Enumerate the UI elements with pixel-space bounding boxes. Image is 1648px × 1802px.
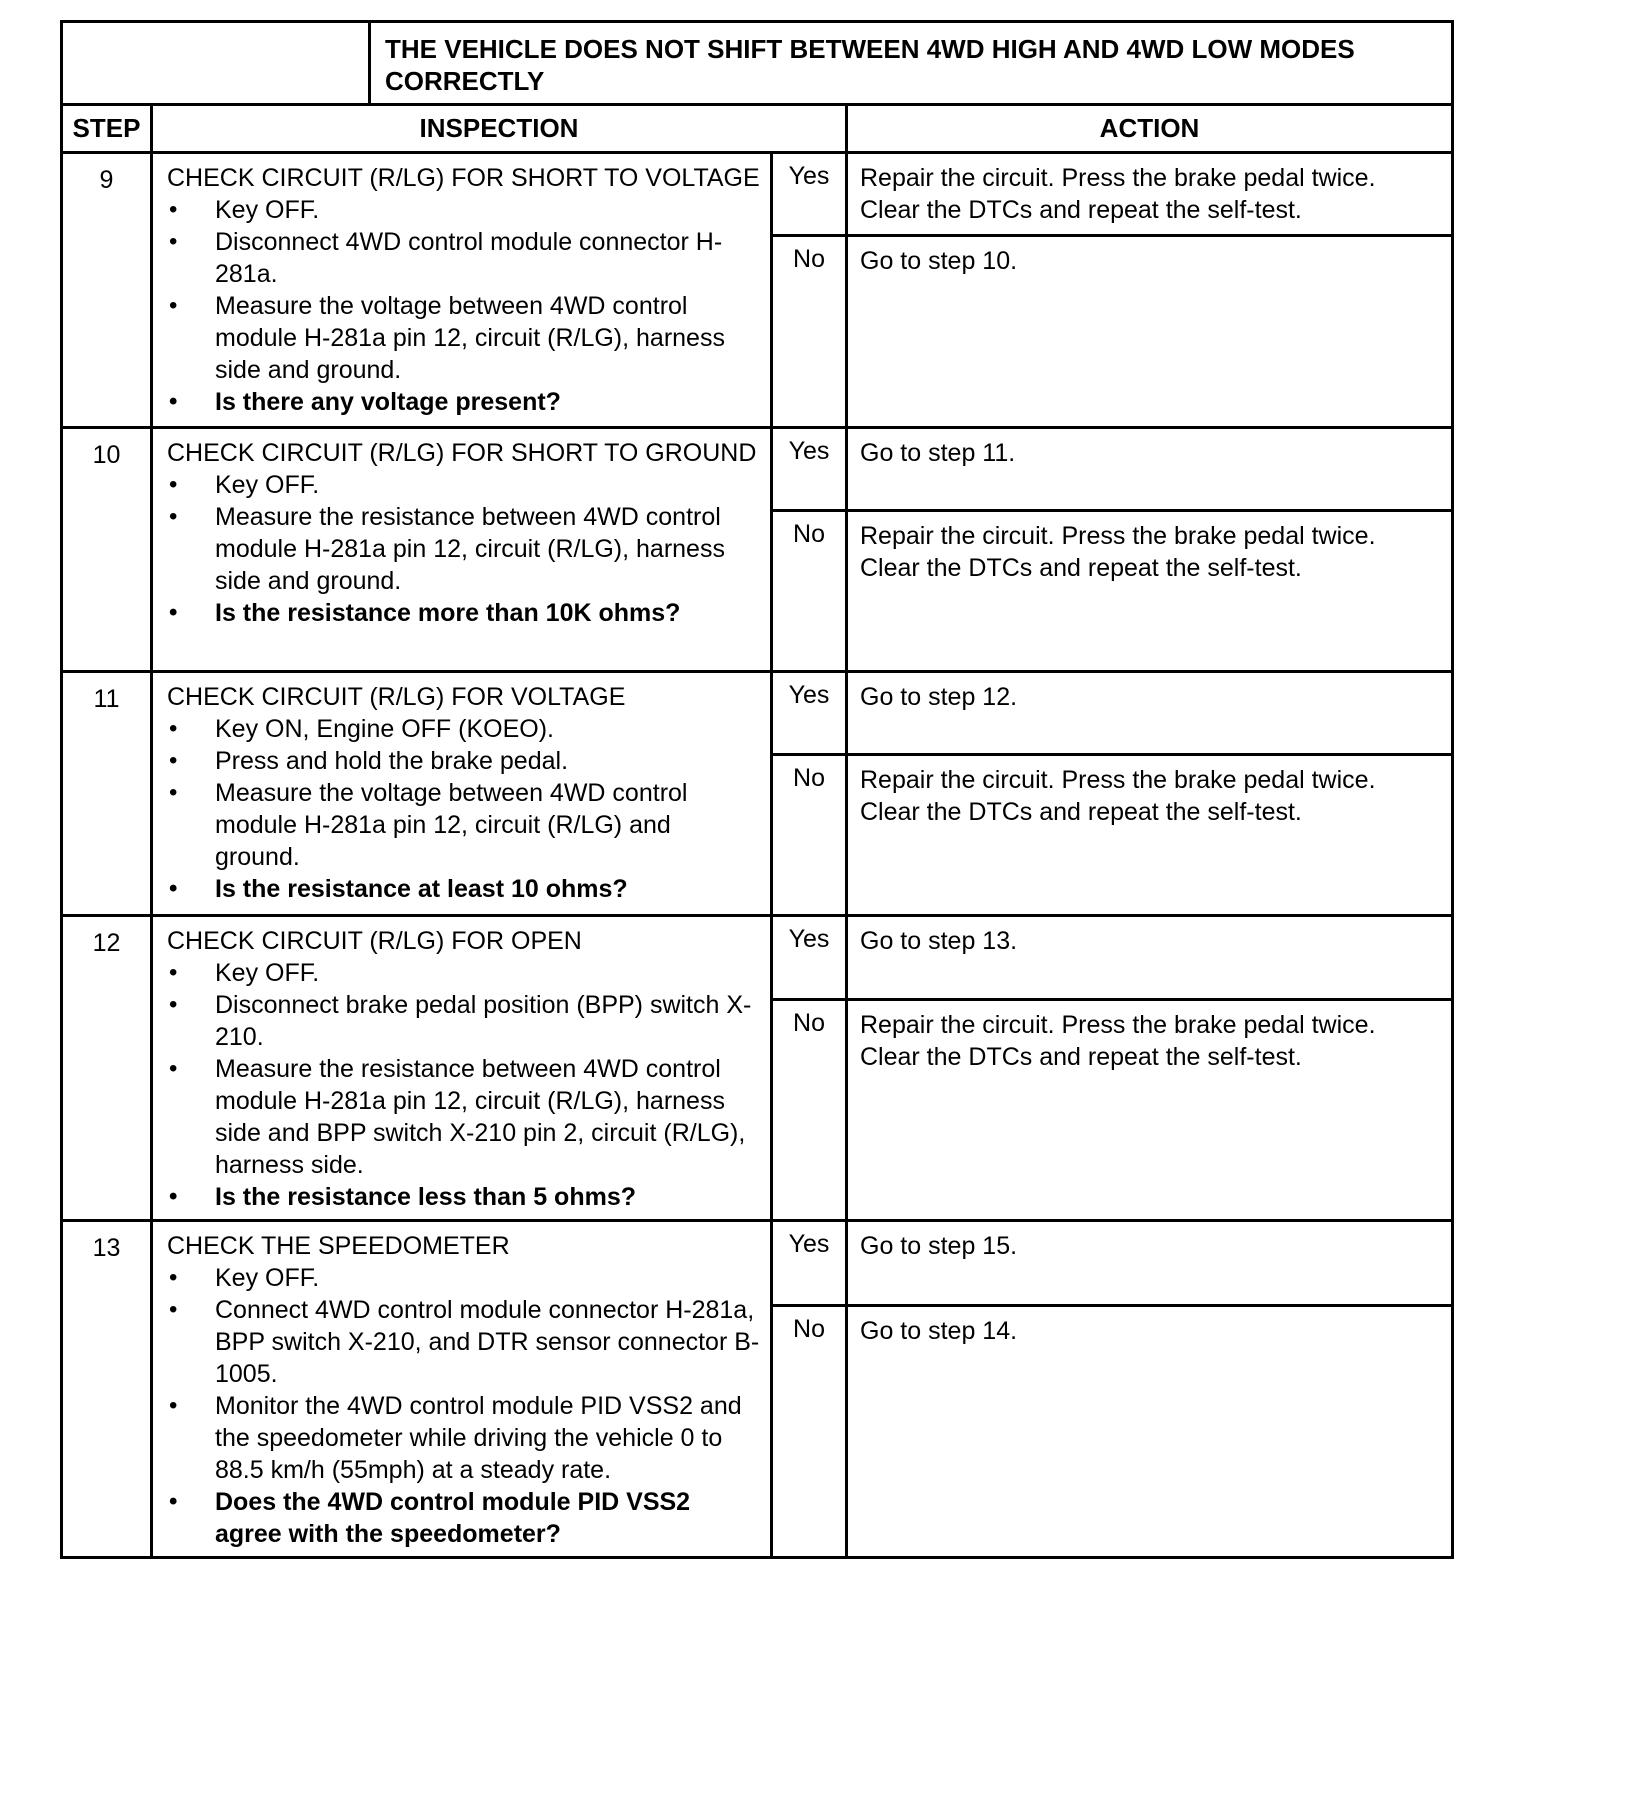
inspection-bullet xyxy=(167,957,760,989)
inspection-bullet xyxy=(167,713,760,745)
header-action: ACTION xyxy=(847,105,1453,153)
bullet-icon: • xyxy=(169,471,178,498)
step-number: 12 xyxy=(62,916,152,1221)
no-action: Repair the circuit. Press the brake pedal twice. Clear the DTCs and repeat the self-test. xyxy=(847,755,1453,916)
step-number: 10 xyxy=(62,428,152,672)
question-text: Is there any voltage present? xyxy=(215,388,561,416)
bullet-icon: • xyxy=(169,875,178,902)
bullet-icon: • xyxy=(169,503,178,530)
bullet-text: Measure the resistance between 4WD control module H-281a pin 12, circuit (R/LG), harness side and ground. xyxy=(215,503,725,595)
yes-label: Yes xyxy=(772,1221,847,1306)
table-row xyxy=(62,153,1453,236)
inspection-cell xyxy=(152,428,772,672)
yes-label: Yes xyxy=(772,428,847,511)
inspection-bullet xyxy=(167,1294,760,1390)
bullet-icon: • xyxy=(169,292,178,319)
bullet-icon: • xyxy=(169,715,178,742)
table-row xyxy=(62,672,1453,755)
bullet-icon: • xyxy=(169,1296,178,1323)
no-label: No xyxy=(772,236,847,428)
bullet-text: Key OFF. xyxy=(215,196,320,224)
bullet-text: Key ON, Engine OFF (KOEO). xyxy=(215,715,554,743)
bullet-text: Monitor the 4WD control module PID VSS2 and the speedometer while driving the vehicle 0 to 88.5 km/h (55mph) at a steady rate. xyxy=(215,1392,742,1484)
inspection-bullet xyxy=(167,989,760,1053)
table-row xyxy=(62,916,1453,1000)
bullet-text: Key OFF. xyxy=(215,959,320,987)
bullet-text: Key OFF. xyxy=(215,471,320,499)
no-action: Go to step 14. xyxy=(847,1306,1453,1558)
inspection-cell xyxy=(152,916,772,1221)
inspection-bullet xyxy=(167,1390,760,1486)
yes-label: Yes xyxy=(772,672,847,755)
question-text: Is the resistance at least 10 ohms? xyxy=(215,875,628,903)
inspection-steps xyxy=(167,1262,760,1550)
title-row xyxy=(62,22,1453,105)
bullet-text: Press and hold the brake pedal. xyxy=(215,747,569,775)
no-action: Repair the circuit. Press the brake pedal twice. Clear the DTCs and repeat the self-test. xyxy=(847,999,1453,1220)
bullet-icon: • xyxy=(169,1488,178,1515)
no-label: No xyxy=(772,755,847,916)
table-title: THE VEHICLE DOES NOT SHIFT BETWEEN 4WD HIGH AND 4WD LOW MODES CORRECTLY xyxy=(370,22,1453,105)
inspection-question xyxy=(167,597,760,629)
inspection-cell xyxy=(152,1221,772,1558)
bullet-icon: • xyxy=(169,1183,178,1210)
bullet-icon: • xyxy=(169,779,178,806)
inspection-title: CHECK CIRCUIT (R/LG) FOR OPEN xyxy=(167,927,582,955)
table-row xyxy=(62,1221,1453,1306)
step-number: 9 xyxy=(62,153,152,428)
bullet-icon: • xyxy=(169,1264,178,1291)
bullet-icon: • xyxy=(169,1055,178,1082)
inspection-bullet xyxy=(167,745,760,777)
bullet-text: Key OFF. xyxy=(215,1264,320,1292)
question-text: Does the 4WD control module PID VSS2 agree with the speedometer? xyxy=(215,1488,691,1548)
bullet-icon: • xyxy=(169,747,178,774)
header-step: STEP xyxy=(62,105,152,153)
bullet-text: Disconnect brake pedal position (BPP) switch X-210. xyxy=(215,991,752,1051)
title-blank-cell xyxy=(62,22,370,105)
inspection-bullet xyxy=(167,290,760,386)
inspection-bullet xyxy=(167,194,760,226)
header-inspection: INSPECTION xyxy=(152,105,847,153)
no-label: No xyxy=(772,511,847,672)
inspection-bullet xyxy=(167,501,760,597)
step-number: 13 xyxy=(62,1221,152,1558)
inspection-steps xyxy=(167,713,760,905)
table-row xyxy=(62,428,1453,511)
step-number: 11 xyxy=(62,672,152,916)
inspection-steps xyxy=(167,194,760,418)
bullet-icon: • xyxy=(169,196,178,223)
inspection-title: CHECK CIRCUIT (R/LG) FOR SHORT TO VOLTAGE xyxy=(167,164,760,192)
bullet-icon: • xyxy=(169,228,178,255)
inspection-question xyxy=(167,873,760,905)
no-label: No xyxy=(772,999,847,1220)
inspection-title: CHECK CIRCUIT (R/LG) FOR VOLTAGE xyxy=(167,683,626,711)
yes-action: Go to step 11. xyxy=(847,428,1453,511)
question-text: Is the resistance less than 5 ohms? xyxy=(215,1183,636,1211)
no-action: Repair the circuit. Press the brake pedal twice. Clear the DTCs and repeat the self-test. xyxy=(847,511,1453,672)
inspection-bullet xyxy=(167,1262,760,1294)
no-label: No xyxy=(772,1306,847,1558)
yes-action: Go to step 12. xyxy=(847,672,1453,755)
bullet-icon: • xyxy=(169,959,178,986)
bullet-icon: • xyxy=(169,388,178,415)
yes-action: Repair the circuit. Press the brake pedal twice. Clear the DTCs and repeat the self-test. xyxy=(847,153,1453,236)
bullet-text: Measure the voltage between 4WD control module H-281a pin 12, circuit (R/LG), harness side and ground. xyxy=(215,292,725,384)
bullet-icon: • xyxy=(169,1392,178,1419)
inspection-steps xyxy=(167,469,760,629)
inspection-question xyxy=(167,1486,760,1550)
inspection-question xyxy=(167,1181,760,1213)
inspection-steps xyxy=(167,957,760,1213)
bullet-text: Measure the resistance between 4WD control module H-281a pin 12, circuit (R/LG), harness side and BPP switch X-210 pin 2, circuit (R/LG), harness side. xyxy=(215,1055,746,1179)
inspection-bullet xyxy=(167,469,760,501)
diagnostic-table xyxy=(60,20,1454,1559)
inspection-cell xyxy=(152,672,772,916)
bullet-icon: • xyxy=(169,991,178,1018)
inspection-bullet xyxy=(167,226,760,290)
yes-action: Go to step 15. xyxy=(847,1221,1453,1306)
inspection-title: CHECK THE SPEEDOMETER xyxy=(167,1232,510,1260)
inspection-cell xyxy=(152,153,772,428)
yes-label: Yes xyxy=(772,153,847,236)
bullet-text: Connect 4WD control module connector H-281a, BPP switch X-210, and DTR sensor connector B-1005. xyxy=(215,1296,760,1388)
inspection-bullet xyxy=(167,777,760,873)
bullet-text: Measure the voltage between 4WD control module H-281a pin 12, circuit (R/LG) and ground. xyxy=(215,779,688,871)
inspection-bullet xyxy=(167,1053,760,1181)
yes-label: Yes xyxy=(772,916,847,1000)
inspection-title: CHECK CIRCUIT (R/LG) FOR SHORT TO GROUND xyxy=(167,439,757,467)
header-row xyxy=(62,105,1453,153)
bullet-text: Disconnect 4WD control module connector H-281a. xyxy=(215,228,723,288)
no-action: Go to step 10. xyxy=(847,236,1453,428)
inspection-question xyxy=(167,386,760,418)
question-text: Is the resistance more than 10K ohms? xyxy=(215,599,681,627)
bullet-icon: • xyxy=(169,599,178,626)
yes-action: Go to step 13. xyxy=(847,916,1453,1000)
